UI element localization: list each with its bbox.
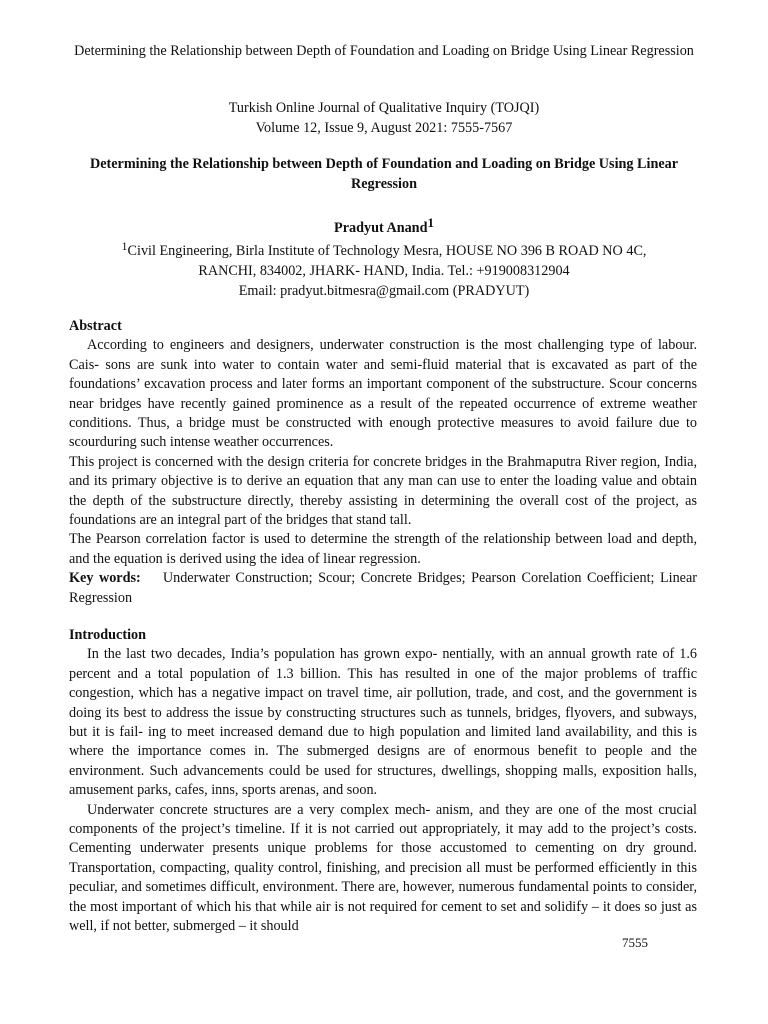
author-name: Pradyut Anand: [334, 220, 428, 236]
abstract-paragraph-1: According to engineers and designers, underwater construction is the most challenging type of labour. Cais- sons are sunk into water to contain water and semi-fluid material that is excavated as part of the foundations’ excavation process and later forms an important component of the substructure. Scour concerns near bridges have recently gained prominence as a result of the repeated occurrence of extreme weather conditions. Thus, a bridge must be constructed with enough protective measures to avoid failure due to scourduring such intense weather occurrences.: [69, 337, 697, 451]
running-head: Determining the Relationship between Depth of Foundation and Loading on Bridge Using Linear Regression: [74, 43, 694, 59]
paper-title: Determining the Relationship between Depth of Foundation and Loading on Bridge Using Linear Regression: [89, 156, 679, 192]
abstract-paragraph-3: The Pearson correlation factor is used to determine the strength of the relationship between load and depth, and the equation is derived using the idea of linear regression.: [69, 531, 697, 567]
affiliation-line-2: RANCHI, 834002, JHARK- HAND, India. Tel.: +919008312904: [198, 263, 570, 279]
keywords-label: Key words:: [69, 570, 141, 587]
abstract-paragraph-2: This project is concerned with the design criteria for concrete bridges in the Brahmaputra River region, India, and its primary objective is to derive an equation that any man can use to enter the loading value and obtain the depth of the substructure directly, thereby assisting in determining the overall cost of the project, as foundations are an integral part of the bridges that stand tall.: [69, 453, 697, 529]
abstract-section: [69, 317, 697, 608]
journal-info: [60, 98, 708, 138]
affiliation: [60, 241, 708, 301]
affiliation-mark: 1: [121, 239, 128, 253]
introduction-heading: Introduction: [69, 627, 146, 643]
introduction-paragraph-1: In the last two decades, India’s population has grown expo- nentially, with an annual growth rate of 1.6 percent and a total population of 1.3 billion. This has resulted in one of the major problems of traffic congestion, which has a negative impact on travel time, air pollution, trade, and cost, and the government is doing its best to address the issue by constructing structures such as tunnels, bridges, flyovers, and subways, but it is fail- ing to meet increased demand due to high population and limited land availability, and this is where the importance comes in. The submerged designs are of enormous benefit to people and the environment. Such advancements could be used for structures, dwellings, shopping malls, exposition halls, amusement parks, cafes, inns, sports arenas, and soon.: [69, 646, 697, 799]
abstract-heading: Abstract: [69, 318, 122, 334]
affiliation-email: Email: pradyut.bitmesra@gmail.com (PRADYUT): [238, 283, 530, 299]
journal-name: Turkish Online Journal of Qualitative Inquiry (TOJQI): [228, 100, 540, 116]
author-mark: 1: [427, 215, 434, 230]
introduction-section: [69, 626, 697, 937]
keywords: [69, 569, 697, 608]
journal-volume: Volume 12, Issue 9, August 2021: 7555-7567: [255, 120, 513, 136]
affiliation-text-1: Civil Engineering, Birla Institute of Technology Mesra, HOUSE NO 396 B ROAD NO 4C,: [127, 243, 647, 259]
affiliation-line-1: [60, 241, 708, 261]
keywords-text: Underwater Construction; Scour; Concrete Bridges; Pearson Corelation Coefficient; Linear Regression: [69, 570, 698, 606]
page-number: 7555: [622, 935, 648, 950]
author-line: [60, 215, 708, 238]
introduction-paragraph-2: Underwater concrete structures are a very complex mech- anism, and they are one of the most crucial components of the project’s timeline. If it is not carried out appropriately, it may add to the project’s costs. Cementing underwater presents unique problems for those accustomed to cementing on dry ground. Transportation, compacting, quality control, finishing, and precision all must be performed efficiently in this peculiar, and sometimes difficult, environment. There are, however, numerous fundamental points to consider, the most important of which his that while air is not required for cement to set and solidify – it does so just as well, if not better, submerged – it should: [69, 801, 697, 935]
